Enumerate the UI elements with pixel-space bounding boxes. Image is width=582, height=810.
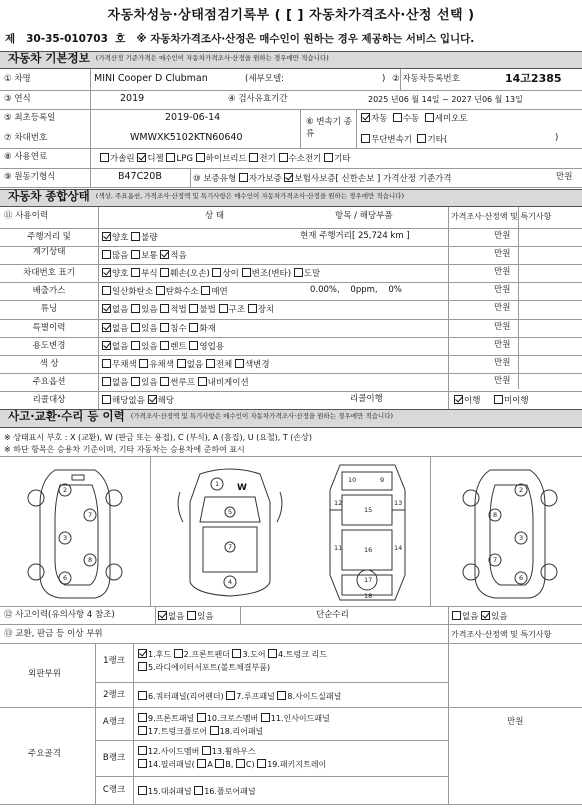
- part-label: 2.프론트펜더: [183, 650, 230, 659]
- part-checkbox[interactable]: [138, 746, 147, 755]
- status-row-options: [102, 323, 219, 335]
- svg-text:8: 8: [88, 556, 93, 564]
- status-option-checkbox[interactable]: [102, 286, 111, 295]
- reg-no-label: ② 자동차등록번호: [392, 74, 460, 84]
- part-label: 13.휠하우스: [211, 747, 256, 756]
- part-checkbox[interactable]: [210, 726, 219, 735]
- engine-type: B47C20B: [118, 171, 162, 182]
- status-option-label: 양호: [112, 233, 129, 243]
- emission-values: [310, 286, 402, 296]
- part-label: B,: [225, 760, 234, 769]
- status-price-unit: 만원: [494, 303, 511, 313]
- status-option-checkbox[interactable]: [160, 268, 169, 277]
- status-price-unit: 만원: [494, 358, 511, 368]
- status-option-label: 있음: [141, 342, 158, 352]
- section-basic-info: [0, 51, 582, 69]
- status-row-options: [102, 359, 272, 371]
- fuel-lpg-label: LPG: [176, 154, 193, 164]
- svg-text:17: 17: [364, 576, 373, 584]
- part-label: 3.도어: [242, 650, 266, 659]
- part-label: 4.트렁크 리드: [278, 650, 327, 659]
- part-checkbox[interactable]: [232, 649, 241, 658]
- status-row-label: 색 상: [39, 359, 59, 369]
- doc-no: 30-35-010703: [26, 33, 108, 45]
- status-option-checkbox[interactable]: [131, 268, 140, 277]
- svg-text:14: 14: [394, 544, 403, 552]
- status-option-label: 양호: [112, 269, 129, 279]
- status-option-label: 일산화탄소: [112, 287, 154, 297]
- status-option-label: 있음: [141, 324, 158, 334]
- simple-yes-checkbox[interactable]: [481, 611, 490, 620]
- part-label: 5.라디에이터서포트(볼트체결부품): [148, 663, 271, 672]
- section-title: 자동차 종합상태: [8, 189, 90, 203]
- part-label: C): [245, 760, 255, 769]
- rank-parts-line: [138, 691, 344, 701]
- rank-parts-line: [138, 746, 258, 756]
- status-option-label: 없음: [112, 378, 129, 388]
- status-row-label: 용도변경: [32, 341, 66, 351]
- status-option-checkbox[interactable]: [102, 359, 111, 368]
- svg-text:5: 5: [228, 508, 233, 516]
- doc-notice: ※ 자동차가격조사·산정은 매수인이 원하는 경우 제공하는 서비스 입니다.: [136, 33, 475, 45]
- status-option-checkbox[interactable]: [189, 323, 198, 332]
- section-note: (가격조사·산정액 및 특기사항은 매수인이 자동차가격조사·산정을 원하는 경우에만 적습니다): [130, 411, 394, 420]
- part-label: 16.플로어패널: [204, 787, 256, 796]
- trans-auto-label: 자동: [371, 114, 388, 124]
- status-option-label: 적음: [170, 251, 187, 261]
- status-option-checkbox[interactable]: [139, 359, 148, 368]
- emission-co: 0.00%,: [310, 285, 340, 295]
- trans-cvt-label: 무단변속기: [371, 135, 413, 145]
- status-option-checkbox[interactable]: [102, 250, 111, 259]
- status-option-checkbox[interactable]: [102, 341, 111, 350]
- fuel-other-checkbox[interactable]: [324, 153, 333, 162]
- part-label: 7.루프패널: [236, 692, 275, 701]
- status-option-checkbox[interactable]: [160, 377, 169, 386]
- status-option-checkbox[interactable]: [102, 268, 111, 277]
- recall-done-label: 리콜이행: [350, 394, 383, 404]
- status-option-checkbox[interactable]: [206, 359, 215, 368]
- status-option-label: 변조(변타): [251, 269, 292, 279]
- status-option-checkbox[interactable]: [102, 395, 111, 404]
- status-option-label: 있음: [141, 378, 158, 388]
- status-option-label: 있음: [141, 305, 158, 315]
- status-row-options: [102, 341, 227, 353]
- status-price-unit: 만원: [494, 231, 511, 241]
- part-label: 15.대쉬패널: [148, 787, 192, 796]
- emission-smoke: 0%: [388, 285, 402, 295]
- rank-parts-line: [138, 759, 329, 769]
- status-option-label: 해당: [157, 396, 174, 406]
- accident-yes-label: 있음: [197, 612, 214, 622]
- status-option-label: 도말: [303, 269, 321, 279]
- status-option-checkbox[interactable]: [177, 359, 186, 368]
- price-std-label: 가격산정 기준가격: [383, 174, 452, 184]
- engine-label: ⑨ 원동기형식: [4, 172, 56, 182]
- car-name: MINI Cooper D Clubman: [94, 73, 208, 84]
- trans-options: [361, 113, 468, 125]
- warranty-label: ⑩ 보증유형: [193, 174, 237, 184]
- svg-text:16: 16: [364, 546, 373, 554]
- part-label: 8.사이드실패널: [287, 692, 342, 701]
- part-checkbox[interactable]: [226, 691, 235, 700]
- rank-parts-line: [138, 649, 329, 659]
- part-checkbox[interactable]: [194, 786, 203, 795]
- status-option-label: 불량: [141, 233, 158, 243]
- status-option-checkbox[interactable]: [131, 250, 140, 259]
- svg-text:7: 7: [88, 511, 93, 519]
- svg-text:2: 2: [519, 486, 524, 494]
- fuel-options: [100, 153, 351, 165]
- simple-none-checkbox[interactable]: [452, 611, 461, 620]
- col-item: 항목 / 해당부품: [335, 211, 393, 221]
- status-option-checkbox[interactable]: [160, 304, 169, 313]
- status-option-checkbox[interactable]: [102, 304, 111, 313]
- status-price-unit: 만원: [494, 340, 511, 350]
- model-label: (세부모델:: [245, 74, 285, 84]
- status-option-label: 렌트: [170, 342, 187, 352]
- rank-label: B랭크: [102, 753, 126, 763]
- simple-repair-label: 단순수리: [316, 610, 349, 620]
- part-checkbox[interactable]: [174, 649, 183, 658]
- status-option-checkbox[interactable]: [131, 377, 140, 386]
- part-label: A: [207, 760, 213, 769]
- col-history: ⑪ 사용이력: [4, 211, 49, 221]
- part-label: 17.트렁크플로어: [148, 727, 208, 736]
- part-checkbox[interactable]: [138, 691, 147, 700]
- reg-no: 14고2385: [505, 72, 562, 85]
- status-price-unit: 만원: [494, 267, 511, 277]
- part-checkbox[interactable]: [202, 746, 211, 755]
- status-price-unit: 만원: [494, 249, 511, 259]
- fuel-hybrid-checkbox[interactable]: [196, 153, 205, 162]
- status-option-checkbox[interactable]: [102, 323, 111, 332]
- status-option-label: 전체: [215, 360, 233, 370]
- status-option-label: 썬루프: [170, 378, 195, 388]
- status-option-checkbox[interactable]: [102, 232, 111, 241]
- status-option-checkbox[interactable]: [131, 304, 140, 313]
- status-price-unit: 만원: [494, 322, 511, 332]
- fuel-label: ⑧ 사용연료: [4, 152, 48, 162]
- part-label: 19.패키지트레이: [267, 760, 327, 769]
- part-label: 18.리어패널: [219, 727, 264, 736]
- status-option-label: 화재: [199, 324, 216, 334]
- status-option-checkbox[interactable]: [189, 304, 198, 313]
- status-option-label: 없음: [112, 342, 129, 352]
- status-row-options: [102, 377, 251, 389]
- status-option-checkbox[interactable]: [160, 341, 169, 350]
- trans-cvt-checkbox[interactable]: [361, 134, 370, 143]
- status-option-label: 탄화수소: [165, 287, 199, 297]
- status-option-checkbox[interactable]: [242, 268, 251, 277]
- fuel-lpg-checkbox[interactable]: [166, 153, 175, 162]
- rank-parts-line: [138, 786, 258, 796]
- legend-note: ※ 하단 항목은 승용차 기준이며, 기타 자동차는 승용차에 준하여 표시: [4, 445, 245, 454]
- fuel-hydrogen-checkbox[interactable]: [279, 153, 288, 162]
- inspect-period: 2025 년06 월 14일 ~ 2027 년06 월 13일: [368, 95, 523, 104]
- status-option-checkbox[interactable]: [160, 323, 169, 332]
- status-row-options: [102, 395, 177, 407]
- status-row-label: 주요옵션: [32, 377, 66, 387]
- status-option-label: 없음: [186, 360, 204, 370]
- svg-text:13: 13: [394, 499, 403, 507]
- car-name-label: ① 차명: [4, 74, 31, 84]
- fuel-gasoline-label: 가솔린: [110, 154, 135, 164]
- car-underbody-diagram: [320, 460, 415, 605]
- recall-done-checkbox[interactable]: [454, 395, 463, 404]
- part-checkbox[interactable]: [236, 759, 245, 768]
- status-option-label: 매연: [211, 287, 228, 297]
- status-option-checkbox[interactable]: [131, 341, 140, 350]
- part-checkbox[interactable]: [138, 662, 147, 671]
- warranty-insurer-checkbox[interactable]: [284, 173, 293, 182]
- status-row-options: [102, 250, 189, 262]
- status-option-label: 없음: [112, 305, 129, 315]
- fuel-electric-label: 전기: [259, 154, 276, 164]
- status-option-label: 구조: [228, 305, 245, 315]
- status-option-checkbox[interactable]: [201, 286, 210, 295]
- section-note: (색상, 주요옵션, 가격조사·산정액 및 특기사항은 매수인이 자동차가격조사·산정을 원하는 경우에만 적습니다): [95, 191, 404, 200]
- rank-parts-line: [138, 713, 332, 723]
- fuel-diesel-checkbox[interactable]: [137, 153, 146, 162]
- svg-text:15: 15: [364, 506, 373, 514]
- svg-text:4: 4: [228, 578, 233, 586]
- trans-other-checkbox[interactable]: [417, 134, 426, 143]
- status-option-label: 내비게이션: [207, 378, 249, 388]
- doc-no-suffix: 호: [115, 33, 126, 45]
- warranty-insurer-label: 보험사보증[ 신한손보 ]: [294, 174, 381, 184]
- status-option-label: 장치: [257, 305, 275, 315]
- part-label: 11.인사이드패널: [270, 714, 330, 723]
- status-row-options: [102, 232, 160, 244]
- part-checkbox[interactable]: [138, 649, 147, 658]
- simple-yes-label: 있음: [491, 612, 508, 622]
- status-option-label: 색변경: [244, 360, 270, 370]
- part-label: 10.크로스멤버: [206, 714, 259, 723]
- section-overall-status: [0, 189, 582, 207]
- year-label: ③ 연식: [4, 94, 31, 104]
- rank-label: 2랭크: [103, 690, 125, 700]
- fuel-electric-checkbox[interactable]: [249, 153, 258, 162]
- trans-close: ): [555, 133, 559, 143]
- trans-label: ⑥ 변속기 종류: [306, 117, 352, 139]
- status-option-label: 많음: [112, 251, 129, 261]
- part-checkbox[interactable]: [268, 649, 277, 658]
- part-checkbox[interactable]: [138, 713, 147, 722]
- col-state: 상 태: [205, 211, 225, 221]
- trans-auto-checkbox[interactable]: [361, 113, 370, 122]
- status-option-checkbox[interactable]: [219, 304, 228, 313]
- svg-text:6: 6: [63, 574, 68, 582]
- legend-symbols: ※ 상태표시 부호 : X (교환), W (판금 또는 용접), C (부식), A (흠집), U (요철), T (손상): [4, 433, 313, 442]
- status-option-label: 해당없음: [112, 396, 145, 406]
- trans-manual-checkbox[interactable]: [393, 113, 402, 122]
- part-checkbox[interactable]: [197, 759, 206, 768]
- status-option-checkbox[interactable]: [156, 286, 165, 295]
- section-note: (가격산정 기준가격은 매수인이 자동차가격조사·산정을 원하는 경우에만 적습니다): [95, 53, 329, 62]
- first-reg-label: ⑤ 최초등록일: [4, 113, 56, 123]
- trans-options-2: [361, 134, 447, 146]
- first-reg-date: 2019-06-14: [165, 112, 221, 123]
- parts-label: ⑬ 교환, 판금 등 이상 부위: [4, 629, 103, 639]
- price-std-unit: 만원: [556, 172, 573, 182]
- status-option-checkbox[interactable]: [160, 250, 169, 259]
- rank-parts-line: [138, 726, 266, 736]
- car-left-side-diagram: [10, 460, 140, 605]
- fuel-hybrid-label: 하이브리드: [205, 154, 247, 164]
- trans-other-label: 기타(: [427, 135, 448, 145]
- warranty-self-label: 자가보증: [248, 174, 282, 184]
- svg-text:7: 7: [493, 556, 498, 564]
- car-right-side-diagram: [445, 460, 575, 605]
- rank-parts-line: [138, 662, 273, 672]
- status-option-label: 침수: [170, 324, 187, 334]
- svg-text:8: 8: [493, 511, 498, 519]
- car-top-view-diagram: [175, 462, 285, 602]
- parts-price-unit: 만원: [507, 717, 524, 727]
- svg-text:10: 10: [348, 476, 357, 484]
- section-accident-history: [0, 409, 582, 428]
- document-number-line: [5, 33, 474, 45]
- col-price: 가격조사·산정액 및 특기사항: [451, 212, 552, 221]
- part-checkbox[interactable]: [138, 726, 147, 735]
- part-checkbox[interactable]: [215, 759, 224, 768]
- svg-text:3: 3: [63, 534, 68, 542]
- status-option-label: 보통: [141, 251, 158, 261]
- recall-not-done-checkbox[interactable]: [494, 395, 503, 404]
- status-option-checkbox[interactable]: [131, 232, 140, 241]
- part-checkbox[interactable]: [138, 759, 147, 768]
- inspect-period-label: ④ 검사유효기간: [228, 94, 288, 104]
- recall-done-option: 이행: [464, 396, 481, 406]
- repair-mark: W: [237, 483, 247, 493]
- section-title: 자동차 기본정보: [8, 51, 90, 65]
- part-checkbox[interactable]: [257, 759, 266, 768]
- status-option-label: 부식: [141, 269, 158, 279]
- status-option-checkbox[interactable]: [212, 268, 221, 277]
- emission-hc: 0ppm,: [350, 285, 378, 295]
- status-option-checkbox[interactable]: [189, 341, 198, 350]
- fuel-gasoline-checkbox[interactable]: [100, 153, 109, 162]
- status-row-options: [102, 304, 277, 316]
- svg-text:6: 6: [519, 574, 524, 582]
- status-option-checkbox[interactable]: [235, 359, 244, 368]
- status-row-options: [102, 286, 230, 298]
- rank-label: C랭크: [102, 785, 126, 795]
- status-row-label: 주행거리 및 계기상태: [27, 232, 71, 257]
- svg-text:9: 9: [380, 476, 385, 484]
- status-option-label: 무채색: [112, 360, 137, 370]
- warranty-self-checkbox[interactable]: [239, 173, 248, 182]
- status-option-checkbox[interactable]: [294, 268, 303, 277]
- year: 2019: [120, 93, 145, 104]
- status-row-label: 배출가스: [32, 286, 66, 296]
- part-label: 12.사이드멤버: [148, 747, 200, 756]
- status-option-label: 적법: [170, 305, 187, 315]
- part-checkbox[interactable]: [138, 786, 147, 795]
- status-option-checkbox[interactable]: [131, 323, 140, 332]
- svg-text:3: 3: [519, 534, 524, 542]
- main-frame-label: 주요골격: [28, 749, 61, 759]
- rank-label: 1랭크: [103, 656, 125, 666]
- accident-none-label: 없음: [168, 612, 185, 622]
- vin-label: ⑦ 차대번호: [4, 133, 48, 143]
- part-label: 9.프론트패널: [148, 714, 195, 723]
- warranty-row: [193, 173, 451, 185]
- fuel-diesel-label: 디젤: [147, 154, 164, 164]
- part-label: 6.쿼터패널(리어펜더): [148, 692, 224, 701]
- model-close: ): [382, 74, 386, 84]
- status-option-checkbox[interactable]: [148, 395, 157, 404]
- doc-no-label: 제: [5, 33, 16, 45]
- rank-label: A랭크: [102, 717, 126, 727]
- status-option-label: 불법: [199, 305, 216, 315]
- accident-history-label: ⑫ 사고이력(유의사항 4 참조): [4, 610, 115, 620]
- svg-text:1: 1: [215, 480, 220, 488]
- part-checkbox[interactable]: [197, 713, 206, 722]
- svg-text:18: 18: [364, 592, 373, 600]
- trans-manual-label: 수동: [402, 114, 420, 124]
- status-row-label: 튜닝: [40, 304, 58, 314]
- status-option-label: 상이: [222, 269, 239, 279]
- status-price-unit: 만원: [494, 376, 511, 386]
- part-checkbox[interactable]: [261, 713, 270, 722]
- odometer: 현재 주행거리[ 25,724 km ]: [300, 231, 410, 241]
- part-checkbox[interactable]: [277, 691, 286, 700]
- svg-text:11: 11: [334, 544, 343, 552]
- status-row-label: 특별이력: [32, 323, 66, 333]
- part-label: 14.필러패널(: [148, 760, 195, 769]
- status-row-label: 리콜대상: [32, 395, 66, 405]
- simple-none-label: 없음: [462, 612, 479, 622]
- status-option-label: 유채색: [149, 360, 174, 370]
- status-row-label: 차대번호 표기: [23, 268, 75, 278]
- part-label: 1.후드: [148, 650, 172, 659]
- svg-text:12: 12: [334, 499, 343, 507]
- parts-price-label: 가격조사·산정액 및 특기사항: [451, 630, 552, 639]
- fuel-hydrogen-label: 수소전기: [288, 154, 322, 164]
- simple-repair-options: [452, 611, 508, 623]
- status-option-checkbox[interactable]: [102, 377, 111, 386]
- section-title: 사고·교환·수리 등 이력: [8, 409, 125, 423]
- recall-not-done-option: 미이행: [503, 396, 529, 406]
- status-option-checkbox[interactable]: [198, 377, 207, 386]
- trans-semiauto-checkbox[interactable]: [425, 113, 434, 122]
- page-title: 자동차성능·상태점검기록부 ( [ ] 자동차가격조사·산정 선택 ): [107, 8, 475, 23]
- accident-yes-checkbox[interactable]: [187, 611, 196, 620]
- accident-history-options: [158, 611, 214, 623]
- svg-text:7: 7: [228, 543, 233, 551]
- fuel-other-label: 기타: [334, 154, 351, 164]
- status-price-unit: 만원: [494, 285, 511, 295]
- recall-options: [454, 395, 529, 407]
- status-option-label: 영업용: [199, 342, 225, 352]
- status-option-label: 훼손(오손): [170, 269, 210, 279]
- status-option-checkbox[interactable]: [248, 304, 257, 313]
- outer-panel-label: 외판부위: [28, 669, 61, 679]
- status-row-options: [102, 268, 323, 280]
- svg-text:2: 2: [63, 486, 68, 494]
- accident-none-checkbox[interactable]: [158, 611, 167, 620]
- status-option-label: 없음: [112, 324, 129, 334]
- trans-semiauto-label: 세미오토: [434, 114, 468, 124]
- vin: WMWXK5102KTN60640: [130, 132, 243, 143]
